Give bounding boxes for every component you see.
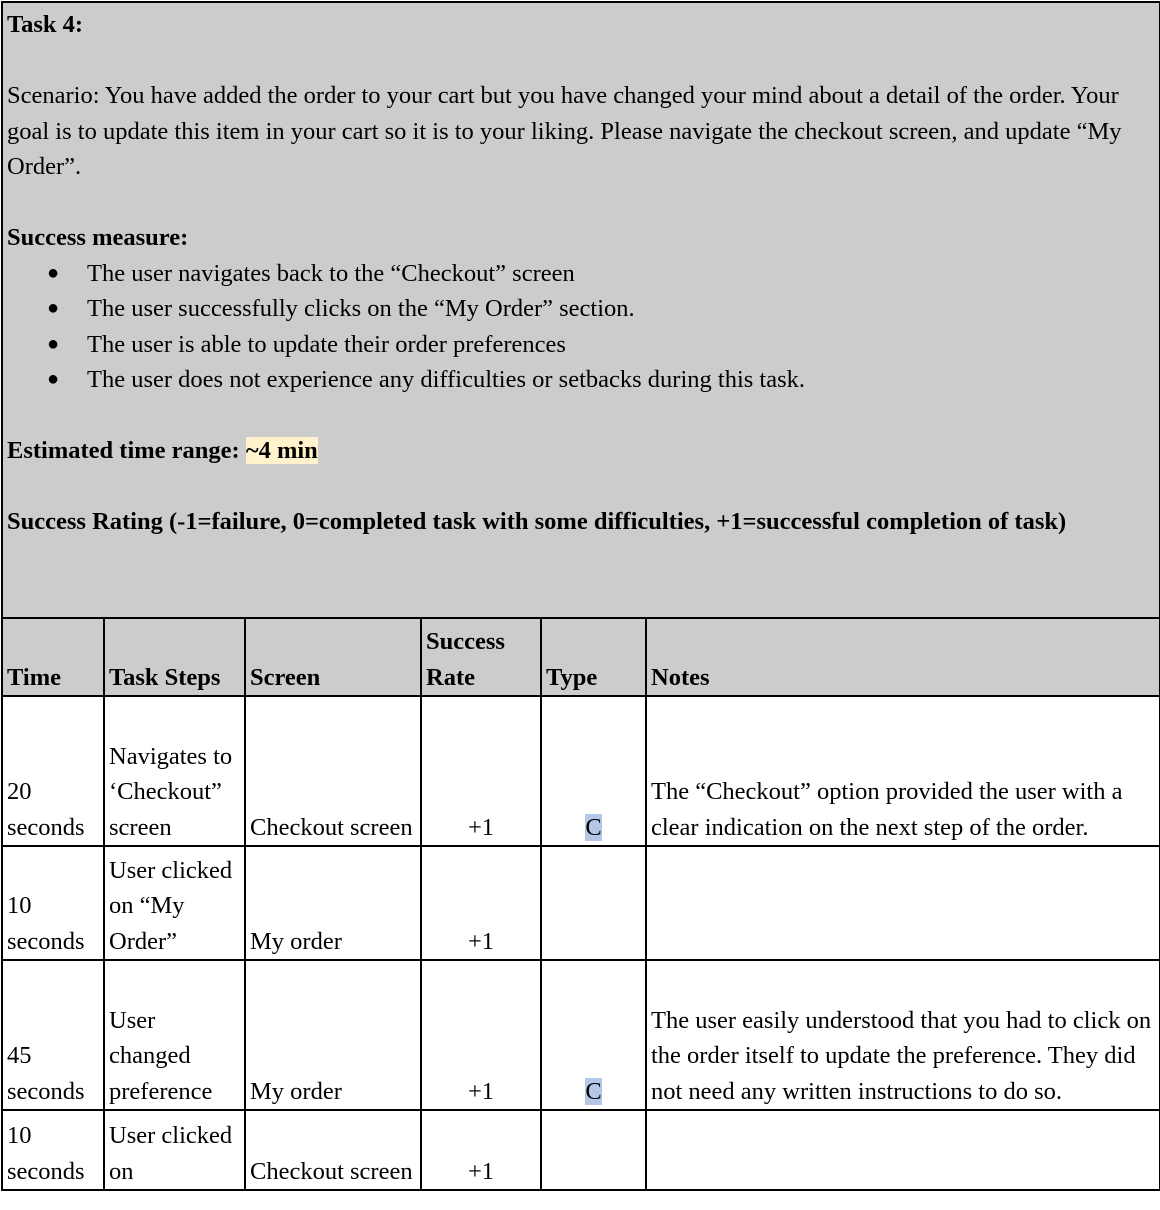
notes-cell: The “Checkout” option provided the user with a clear indication on the next step of the order. — [646, 696, 1160, 846]
column-header-screen: Screen — [245, 618, 421, 696]
task-step-cell: User clicked on “My Order” — [104, 846, 245, 960]
type-value: C — [585, 813, 602, 841]
type-value: C — [585, 1077, 602, 1105]
success-measure-item: ● The user successfully clicks on the “My Order” section. — [7, 291, 1155, 327]
task-step-cell: User changed preference — [104, 960, 245, 1110]
notes-cell — [646, 846, 1160, 960]
column-header-type: Type — [541, 618, 646, 696]
column-header-row — [2, 618, 1160, 696]
screen-cell: My order — [245, 846, 421, 960]
notes-cell — [646, 1110, 1160, 1190]
success-rate-cell: +1 — [421, 696, 541, 846]
task-description-row — [2, 2, 1160, 618]
success-measure-item: ● The user does not experience any difficulties or setbacks during this task. — [7, 362, 1155, 398]
success-rate-cell: +1 — [421, 846, 541, 960]
estimated-time — [7, 433, 1155, 469]
task-description-cell — [2, 2, 1160, 618]
column-header-task-steps: Task Steps — [104, 618, 245, 696]
column-header-notes: Notes — [646, 618, 1160, 696]
screen-cell: Checkout screen — [245, 696, 421, 846]
type-cell — [541, 960, 646, 1110]
success-measure-item: ● The user is able to update their order preferences — [7, 327, 1155, 363]
estimated-time-value: ~4 min — [245, 437, 318, 464]
column-header-success-rate: Success Rate — [421, 618, 541, 696]
success-rate-cell: +1 — [421, 960, 541, 1110]
table-row — [2, 846, 1160, 960]
type-cell — [541, 696, 646, 846]
time-cell: 20 seconds — [2, 696, 104, 846]
success-measure-item: ● The user navigates back to the “Checkout” screen — [7, 256, 1155, 292]
type-cell — [541, 1110, 646, 1190]
table-row — [2, 696, 1160, 846]
time-cell: 45 seconds — [2, 960, 104, 1110]
success-measure-label: Success measure: — [7, 224, 189, 251]
task-step-cell: User clicked on — [104, 1110, 245, 1190]
table-row — [2, 960, 1160, 1110]
estimated-time-label: Estimated time range: — [7, 437, 240, 464]
success-rating-label: Success Rating (-1=failure, 0=completed task with some difficulties, +1=successful completion of task) — [7, 508, 1067, 535]
task-scenario: Scenario: You have added the order to your cart but you have changed your mind about a detail of the order. Your goal is to update this item in your cart so it is to your liking. Please navigate the checkout screen, and update “My Order”. — [7, 82, 1122, 180]
notes-cell: The user easily understood that you had to click on the order itself to update the preference. They did not need any written instructions to do so. — [646, 960, 1160, 1110]
type-cell — [541, 846, 646, 960]
screen-cell: My order — [245, 960, 421, 1110]
time-cell: 10 seconds — [2, 846, 104, 960]
time-cell: 10 seconds — [2, 1110, 104, 1190]
screen-cell: Checkout screen — [245, 1110, 421, 1190]
success-measure-list — [7, 256, 1155, 398]
task-table — [1, 1, 1160, 1191]
success-rate-cell: +1 — [421, 1110, 541, 1190]
column-header-time: Time — [2, 618, 104, 696]
table-row — [2, 1110, 1160, 1190]
task-title: Task 4: — [7, 11, 84, 38]
task-step-cell: Navigates to ‘Checkout” screen — [104, 696, 245, 846]
